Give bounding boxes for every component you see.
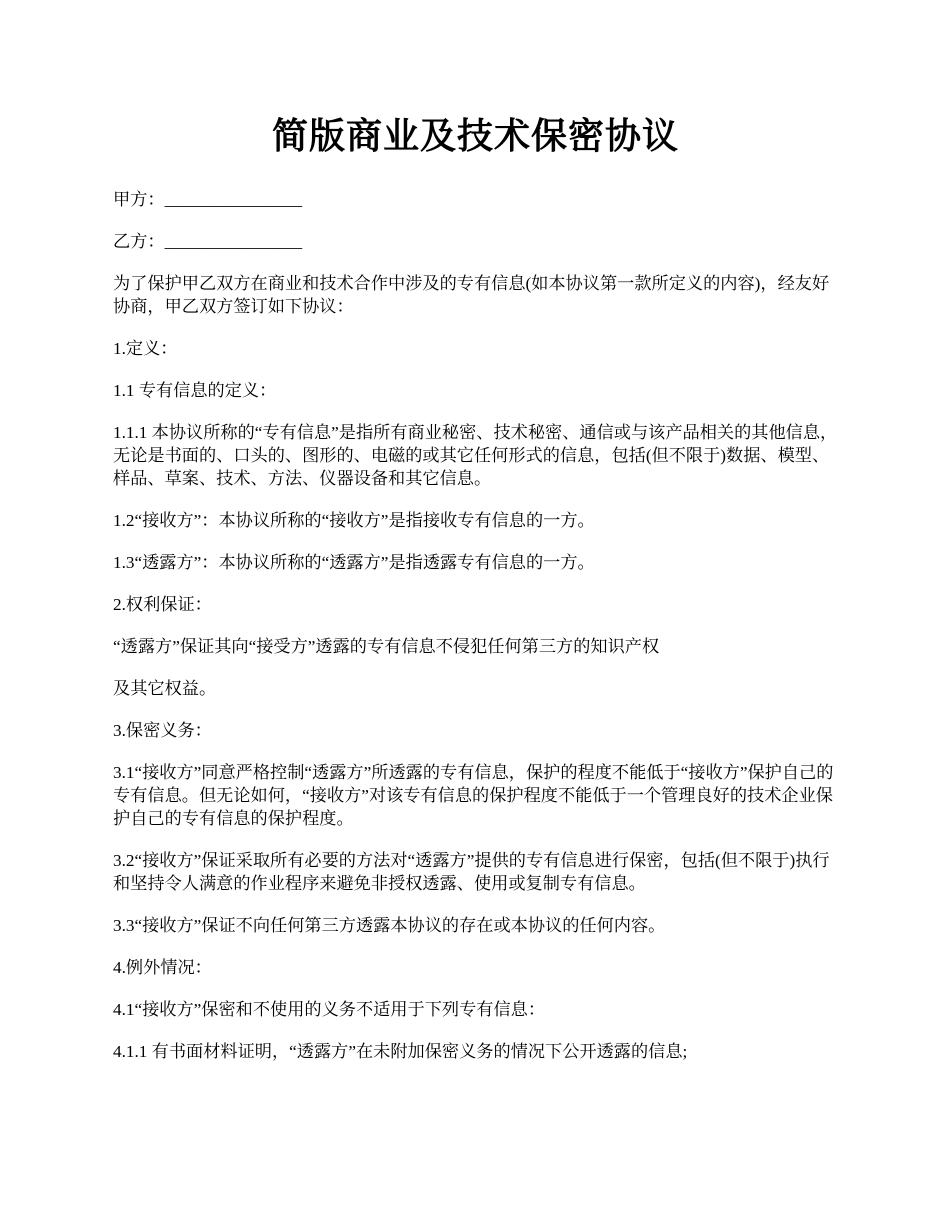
party-a-line: 甲方：________________ — [113, 190, 303, 209]
clause-1-2: 1.2“接收方”：本协议所称的“接收方”是指接收专有信息的一方。 — [113, 511, 595, 530]
party-b-line: 乙方：________________ — [113, 232, 303, 251]
section-heading-warranty: 2.权利保证： — [113, 595, 212, 614]
document-title: 简版商业及技术保密协议 — [271, 116, 679, 156]
preamble-paragraph: 为了保护甲乙双方在商业和技术合作中涉及的专有信息(如本协议第一款所定义的内容)，经友好协商，甲乙双方签订如下协议： — [113, 274, 830, 316]
section-heading-exceptions: 4.例外情况： — [113, 958, 212, 977]
clause-4-1: 4.1“接收方”保密和不使用的义务不适用于下列专有信息： — [113, 1000, 546, 1019]
clause-1-1-heading: 1.1 专有信息的定义： — [113, 381, 277, 400]
clause-4-1-1: 4.1.1 有书面材料证明，“透露方”在未附加保密义务的情况下公开透露的信息; — [113, 1042, 688, 1061]
clause-3-3: 3.3“接收方”保证不向任何第三方透露本协议的存在或本协议的任何内容。 — [113, 916, 666, 935]
section-heading-definitions: 1.定义： — [113, 339, 178, 358]
warranty-paragraph-line-1: “透露方”保证其向“接受方”透露的专有信息不侵犯任何第三方的知识产权 — [113, 637, 660, 656]
section-heading-confidentiality: 3.保密义务： — [113, 721, 212, 740]
clause-1-3: 1.3“透露方”：本协议所称的“透露方”是指透露专有信息的一方。 — [113, 553, 595, 572]
warranty-paragraph-line-2: 及其它权益。 — [113, 679, 217, 698]
clause-1-1-1: 1.1.1 本协议所称的“专有信息”是指所有商业秘密、技术秘密、通信或与该产品相关的其他信息，无论是书面的、口头的、图形的、电磁的或其它任何形式的信息，包括(但不限于)数据、模型、样品、草案、技术、方法、仪器设备和其它信息。 — [113, 423, 838, 488]
clause-3-2: 3.2“接收方”保证采取所有必要的方法对“透露方”提供的专有信息进行保密，包括(但不限于)执行和坚持令人满意的作业程序来避免非授权透露、使用或复制专有信息。 — [113, 851, 830, 893]
clause-3-1: 3.1“接收方”同意严格控制“透露方”所透露的专有信息，保护的程度不能低于“接收方”保护自己的专有信息。但无论如何，“接收方”对该专有信息的保护程度不能低于一个管理良好的技术企业保护自己的专有信息的保护程度。 — [113, 763, 834, 828]
